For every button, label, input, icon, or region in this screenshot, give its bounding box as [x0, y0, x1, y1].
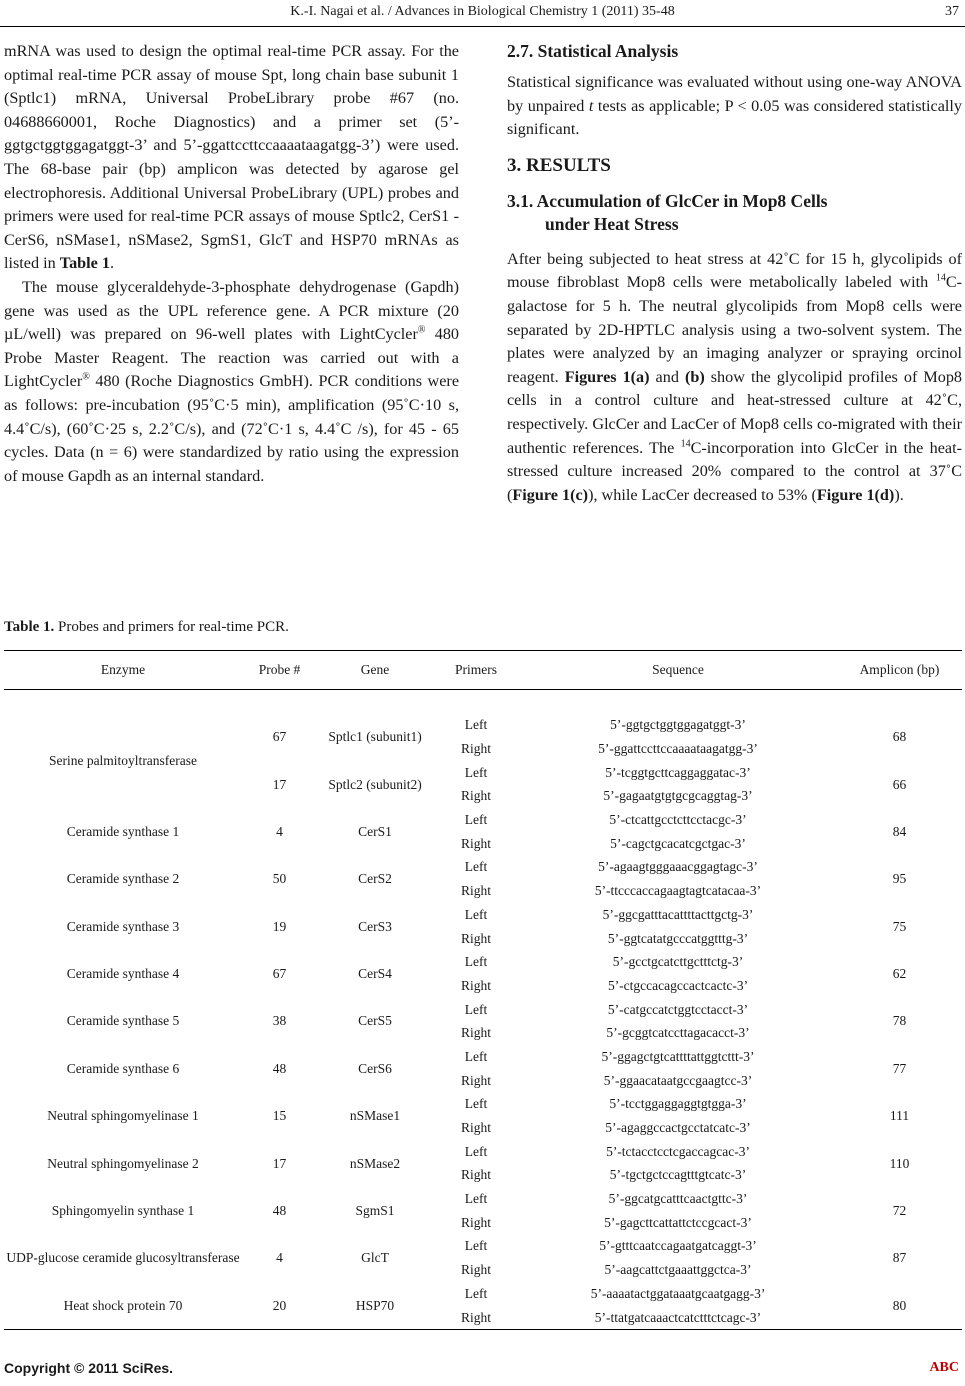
p1-text: mRNA was used to design the optimal real-time PCR assay. For the optimal real-time PCR assay of mouse Spt, long chain base subunit 1 (Sptlc1) mRNA, Universal ProbeLibrary probe #67 (no. 04688660001, Roche Diagnostics) and a primer set (5’-ggtgctggtggagatggt-3’ and 5’-ggattccttccaaaataagatgg-3’) were used. The 68-base pair (bp) amplicon was detected by agarose gel electrophoresis. Additional Universal ProbeLibrary (UPL) probes and primers were used for real-time PCR assays of mouse Sptlc2, CerS1 - CerS6, nSMase1, nSMase2, SgmS1, GlcT and HSP70 mRNAs as listed in [4, 42, 459, 273]
primer-cell: Right [460, 1120, 491, 1136]
sequence-cell: 5’-gagcttcattattctccgcact-3’ [604, 1214, 752, 1230]
amplicon-cell: 77 [892, 1060, 907, 1076]
primer-cell: Left [464, 717, 488, 733]
enzyme-cell: Serine palmitoyltransferase [48, 752, 198, 768]
primer-cell: Right [460, 977, 491, 993]
probe-cell: 4 [276, 823, 283, 839]
probe-cell: 67 [272, 729, 287, 745]
figure-1c-ref: Figure 1(c) [512, 485, 589, 504]
table-row [4, 1187, 962, 1211]
primer-cell: Left [464, 1238, 488, 1254]
amplicon-cell: 111 [889, 1108, 910, 1124]
header-rule [0, 26, 965, 27]
journal-abbrev: ABC [929, 1360, 959, 1375]
primer-cell: Right [433, 1306, 519, 1330]
right-column [507, 40, 962, 507]
primer-cell: Right [460, 883, 491, 899]
column-header: Gene [317, 651, 433, 690]
amplicon-cell: 72 [892, 1202, 907, 1218]
probe-cell: 48 [272, 1202, 287, 1218]
enzyme-cell: Neutral sphingomyelinase 2 [47, 1155, 199, 1171]
figure-1b-ref: (b) [684, 367, 705, 386]
gene-cell: SgmS1 [355, 1202, 395, 1218]
column-header: Sequence [519, 651, 837, 690]
primer-cell: Right [460, 1262, 491, 1278]
enzyme-cell: Ceramide synthase 5 [66, 1013, 180, 1029]
gene-cell: CerS4 [358, 966, 392, 982]
table-row [4, 903, 962, 927]
amplicon-cell: 110 [889, 1155, 910, 1171]
primer-cell: Right [460, 1214, 491, 1230]
results-text-e: ), while LacCer decreased to 53% ( [588, 485, 817, 504]
amplicon-cell: 75 [892, 918, 907, 934]
column-header: Amplicon (bp) [837, 651, 962, 690]
subsection-heading-3-1 [507, 190, 962, 236]
probe-cell: 17 [272, 776, 287, 792]
primer-cell: Left [464, 1143, 488, 1159]
sequence-cell: 5’-tcggtgcttcaggaggatac-3’ [605, 764, 751, 780]
t-italic: t [588, 96, 594, 115]
probe-cell: 15 [272, 1108, 287, 1124]
probe-cell: 48 [272, 1060, 287, 1076]
gene-cell: CerS6 [358, 1060, 392, 1076]
table-row [4, 998, 962, 1022]
primer-cell: Right [460, 1167, 491, 1183]
stats-text-a: Statistical significance was evaluated without using one-way ANOVA by unpaired [507, 73, 962, 115]
figure-1a-ref: Figures 1(a) [564, 367, 650, 386]
sequence-cell: 5’-gcctgcatcttgctttctg-3’ [612, 954, 744, 970]
table-row [4, 950, 962, 974]
gene-cell: nSMase2 [349, 1155, 401, 1171]
enzyme-cell: UDP-glucose ceramide glucosyltransferase [6, 1250, 240, 1266]
primer-cell: Left [464, 1191, 488, 1207]
figure-1d-ref: Figure 1(d) [816, 485, 895, 504]
enzyme-cell: Ceramide synthase 4 [66, 966, 180, 982]
primer-cell: Left [464, 906, 488, 922]
amplicon-cell: 84 [892, 823, 907, 839]
gene-cell: Sptlc2 (subunit2) [328, 776, 422, 792]
table-header-row [4, 651, 962, 690]
results-text-b: C-galactose for 5 h. The neutral glycolipids from Mop8 cells were separated by 2D-HPTLC analysis using a two-solvent system. The plates were analyzed by an imaging analyzer or spraying orcinol reagent. [507, 273, 962, 386]
table-row [4, 1282, 962, 1306]
and-text: and [649, 367, 685, 386]
methods-paragraph-1 [4, 40, 459, 276]
registered-mark: ® [417, 324, 426, 336]
primer-cell: Right [460, 1025, 491, 1041]
sequence-cell: 5’-ctcattgcctcttcctacgc-3’ [609, 812, 747, 828]
sequence-cell: 5’-ctgccacagccactcactc-3’ [607, 977, 749, 993]
primer-cell: Left [464, 1285, 488, 1301]
primer-cell: Left [464, 954, 488, 970]
sequence-cell: 5’-ggattccttccaaaataagatgg-3’ [598, 741, 758, 757]
table-row [4, 714, 962, 738]
page-footer [0, 1358, 965, 1386]
p1-end: . [110, 254, 115, 273]
enzyme-cell: Heat shock protein 70 [4, 1282, 242, 1330]
p2c-text: 480 (Roche Diagnostics GmbH). PCR conditions were as follows: pre-incubation (95˚C·5 min), amplification (95˚C·10 s, 4.4˚C/s), (60˚C·25 s, 2.2˚C/s), and (72˚C·1 s, 4.4˚C /s), for 45 - 65 cycles. Data (n = 6) were standardized by ratio using the expression of mouse Gapdh as an internal standard. [4, 372, 459, 485]
gene-cell: CerS5 [358, 1013, 392, 1029]
methods-paragraph-2 [4, 276, 459, 488]
sequence-cell: 5’-gagaatgtgtgcgcaggtag-3’ [603, 788, 753, 804]
primer-cell: Left [464, 1001, 488, 1017]
statistics-paragraph [507, 71, 962, 142]
enzyme-cell: Ceramide synthase 6 [66, 1060, 180, 1076]
table-caption-text: Probes and primers for real-time PCR. [54, 619, 289, 635]
probe-cell: 17 [272, 1155, 287, 1171]
gene-cell: GlcT [361, 1250, 389, 1266]
sequence-cell: 5’-cagctgcacatcgctgac-3’ [610, 835, 746, 851]
sequence-cell: 5’-agaagtgggaaacggagtagc-3’ [598, 859, 758, 875]
heading-3-1-line2: under Heat Stress [545, 213, 679, 234]
sup-14: 14 [680, 438, 691, 450]
running-header [0, 0, 965, 24]
probe-cell: 20 [242, 1282, 317, 1330]
sequence-cell: 5’-ttatgatcaaactcatctttctcagc-3’ [519, 1306, 837, 1330]
table-caption-label: Table 1. [4, 619, 55, 635]
probe-cell: 67 [272, 966, 287, 982]
primer-cell: Right [460, 788, 491, 804]
probe-cell: 19 [272, 918, 287, 934]
primer-cell: Left [464, 1048, 488, 1064]
results-text-c: show the glycolipid profiles of Mop8 cells in a control culture and heat-stressed culture at 42˚C, respectively. GlcCer and LacCer of Mop8 cells co-migrated with their authentic references. The [507, 367, 963, 457]
gene-cell: HSP70 [317, 1282, 433, 1330]
sequence-cell: 5’-tctacctcctcgaccagcac-3’ [606, 1143, 750, 1159]
primer-cell: Right [460, 835, 491, 851]
sequence-cell: 5’-ggtcatatgcccatggtttg-3’ [607, 930, 749, 946]
page-number: 37 [945, 4, 959, 19]
stats-text-b: tests as applicable; P < 0.05 was considered statistically significant. [507, 96, 962, 139]
amplicon-cell: 95 [892, 871, 907, 887]
primer-table [4, 650, 962, 1330]
gene-cell: Sptlc1 (subunit1) [328, 729, 422, 745]
amplicon-cell: 78 [892, 1013, 907, 1029]
sup-14: 14 [935, 272, 946, 284]
sequence-cell: 5’-ggcgatttacattttacttgctg-3’ [602, 906, 754, 922]
primer-cell: Right [460, 741, 491, 757]
sequence-cell: 5’-ggaacataatgccgaagtcc-3’ [603, 1072, 753, 1088]
sequence-cell: 5’-catgccatctggtcctacct-3’ [607, 1001, 749, 1017]
table-1-ref: Table 1 [59, 254, 110, 273]
running-title: K.-I. Nagai et al. / Advances in Biological Chemistry 1 (2011) 35-48 [290, 4, 675, 19]
probe-cell: 4 [276, 1250, 283, 1266]
table-row [4, 1045, 962, 1069]
p2a-text: The mouse glyceraldehyde-3-phosphate dehydrogenase (Gapdh) gene was used as the UPL reference gene. A PCR mixture (20 µL/well) was prepared on 96-well plates with LightCycler [4, 277, 459, 344]
column-header: Primers [433, 651, 519, 690]
table-row [4, 1235, 962, 1259]
primer-cell: Left [464, 859, 488, 875]
sequence-cell: 5’-tgctgctccagtttgtcatc-3’ [609, 1167, 747, 1183]
results-paragraph [507, 248, 962, 508]
sequence-cell: 5’-ggagctgtcattttattggtcttt-3’ [601, 1048, 755, 1064]
primer-cell: Right [460, 1072, 491, 1088]
probe-cell: 38 [272, 1013, 287, 1029]
primer-cell: Left [464, 1096, 488, 1112]
column-header: Enzyme [4, 651, 242, 690]
amplicon-cell: 87 [892, 1250, 907, 1266]
registered-mark: ® [82, 371, 90, 383]
sequence-cell: 5’-ggtgctggtggagatggt-3’ [610, 717, 746, 733]
table-row [4, 690, 962, 714]
section-heading-results: 3. RESULTS [507, 154, 611, 176]
amplicon-cell: 68 [892, 729, 907, 745]
sequence-cell: 5’-tcctggaggaggtgtgga-3’ [609, 1096, 747, 1112]
heading-3-1-line1: 3.1. Accumulation of GlcCer in Mop8 Cells [507, 190, 828, 211]
table-row [4, 808, 962, 832]
gene-cell: CerS3 [358, 918, 392, 934]
copyright-text: Copyright © 2011 SciRes. [4, 1360, 174, 1376]
gene-cell: CerS1 [358, 823, 392, 839]
amplicon-cell: 62 [892, 966, 907, 982]
enzyme-cell: Sphingomyelin synthase 1 [51, 1202, 195, 1218]
sequence-cell: 5’-gcggtcatccttagacacct-3’ [606, 1025, 750, 1041]
amplicon-cell: 66 [892, 776, 907, 792]
primer-cell: Right [460, 930, 491, 946]
gene-cell: CerS2 [358, 871, 392, 887]
column-header: Probe # [242, 651, 317, 690]
enzyme-cell: Neutral sphingomyelinase 1 [47, 1108, 199, 1124]
amplicon-cell: 80 [837, 1282, 962, 1330]
results-text-a: After being subjected to heat stress at 42˚C for 15 h, glycolipids of mouse fibroblast Mop8 cells were metabolically labeled with [507, 249, 962, 292]
table-row [4, 1093, 962, 1117]
enzyme-cell: Ceramide synthase 2 [66, 871, 180, 887]
sequence-cell: 5’-gtttcaatccagaatgatcaggt-3’ [599, 1238, 757, 1254]
section-heading-statistics: 2.7. Statistical Analysis [507, 41, 679, 61]
primer-cell: Left [464, 812, 488, 828]
sequence-cell: 5’-aagcattctgaaattggctca-3’ [604, 1262, 752, 1278]
results-text-d: C-incorporation into GlcCer in the heat-stressed culture increased 20% compared to the control at 37˚C ( [507, 438, 962, 504]
sequence-cell: 5’-aaaatactggataaatgcaatgagg-3’ [590, 1285, 766, 1301]
gene-cell: nSMase1 [349, 1108, 401, 1124]
sequence-cell: 5’-agaggccactgcctatcatc-3’ [605, 1120, 751, 1136]
sequence-cell: 5’-ggcatgcatttcaactgttc-3’ [608, 1191, 748, 1207]
table-row [4, 1140, 962, 1164]
table-row [4, 856, 962, 880]
left-column [4, 40, 459, 488]
table-caption [4, 619, 289, 636]
sequence-cell: 5’-ttcccaccagaagtagtcatacaa-3’ [594, 883, 762, 899]
results-text-f: ). [894, 485, 904, 504]
primer-cell: Left [464, 764, 488, 780]
p2b-text: 480 Probe Master Reagent. The reaction was carried out with a LightCycler [4, 325, 460, 391]
enzyme-cell: Ceramide synthase 3 [66, 918, 180, 934]
enzyme-cell: Ceramide synthase 1 [66, 823, 180, 839]
probe-cell: 50 [272, 871, 287, 887]
